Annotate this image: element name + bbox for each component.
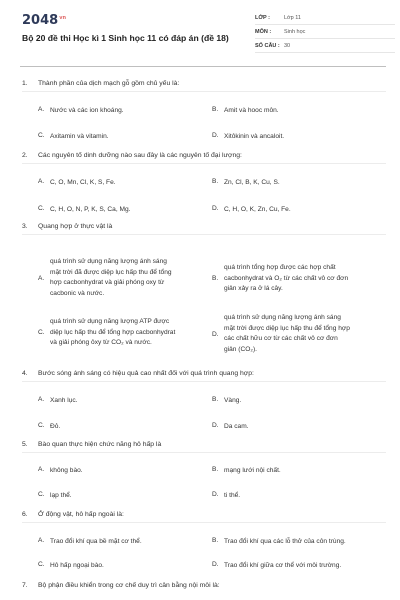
option-d[interactable]: D. ti thể. [212,491,241,499]
question-6 [22,511,386,569]
option-b[interactable]: B. Vàng. [212,396,242,404]
question-text: 7. Bộ phận điều khiển trong cơ chế duy trì cân bằng nội môi là: [22,582,220,589]
option-a[interactable]: A. Nước và các ion khoáng. [38,106,124,114]
option-c[interactable]: C. quá trình sử dụng năng lượng ATP được diệp lục hấp thu để tổng hợp cacbonhydrat và giải phóng ôxy từ CO₂ và nước. [38,318,176,346]
document-header [0,0,400,52]
question-5 [22,441,386,499]
question-text: 3. Quang hợp ở thực vật là [22,223,113,230]
site-logo[interactable]: $2048^{vn}$ [22,13,67,28]
question-text: 4. Bước sóng ánh sáng có hiệu quả cao nhất đối với quá trình quang hợp: [22,370,254,377]
header-divider [20,66,386,67]
question-text: 2. Các nguyên tố dinh dưỡng nào sau đây là các nguyên tố đại lượng: [22,152,242,159]
option-c[interactable]: C. Hô hấp ngoại bào. [38,561,104,569]
question-7 [22,582,386,589]
option-a[interactable]: A. Xanh lục. [38,396,78,404]
option-d[interactable]: D. C, H, O, K, Zn, Cu, Fe. [212,205,291,213]
option-a[interactable]: A. không bào. [38,466,83,474]
question-3 [22,223,386,353]
question-text: 6. Ở động vật, hô hấp ngoài là: [22,511,124,518]
option-b[interactable]: B. quá trình tổng hợp được các hợp chất cacbonhydrat và O₂ từ các chất vô cơ đơn giản xảy ra ở lá cây. [212,264,349,292]
option-a[interactable]: A. quá trình sử dụng năng lượng ánh sáng mặt trời đã được diệp lục hấp thu để tổng hợp cacbonhydrat và giải phóng oxy từ cacbonic và nước. [38,258,172,297]
option-c[interactable]: C. lạp thể. [38,491,72,499]
option-b[interactable]: B. mạng lưới nội chất. [212,466,281,474]
question-text: 1. Thành phần của dịch mạch gỗ gồm chủ yếu là: [22,80,180,87]
meta-row-question-count: SỐ CÂU : 30 [255,39,395,53]
option-c[interactable]: C. Đỏ. [38,422,61,430]
option-b[interactable]: B. Zn, Cl, B, K, Cu, S. [212,178,280,186]
option-a[interactable]: A. C, O, Mn, Cl, K, S, Fe. [38,178,116,186]
question-text: 5. Bào quan thực hiện chức năng hô hấp là [22,441,162,448]
option-a[interactable]: A. Trao đổi khí qua bề mặt cơ thể. [38,537,142,545]
meta-row-subject: MÔN : Sinh học [255,25,395,39]
exam-meta-table [255,11,395,53]
document-title: Bộ 20 đề thi Học kì 1 Sinh học 11 có đáp án (đề 18) [22,33,229,43]
option-c[interactable]: C. Axitamin và vitamin. [38,132,109,140]
option-c[interactable]: C. C, H, O, N, P, K, S, Ca, Mg. [38,205,131,213]
question-1 [22,80,386,140]
question-2 [22,152,386,213]
option-b[interactable]: B. Amit và hooc môn. [212,106,279,114]
option-b[interactable]: B. Trao đổi khí qua các lỗ thở của côn trùng. [212,537,346,545]
option-d[interactable]: D. Xitôkinin và ancaloit. [212,132,285,140]
option-d[interactable]: D. quá trình sử dụng năng lượng ánh sáng mặt trời được diệp lục hấp thu để tổng hợp các chất hữu cơ từ các chất vô cơ đơn giản (CO₂). [212,314,350,353]
option-d[interactable]: D. Da cam. [212,422,249,430]
question-4 [22,370,386,430]
option-d[interactable]: D. Trao đổi khí giữa cơ thể với môi trường. [212,561,342,569]
meta-row-class: LỚP : Lớp 11 [255,11,395,25]
